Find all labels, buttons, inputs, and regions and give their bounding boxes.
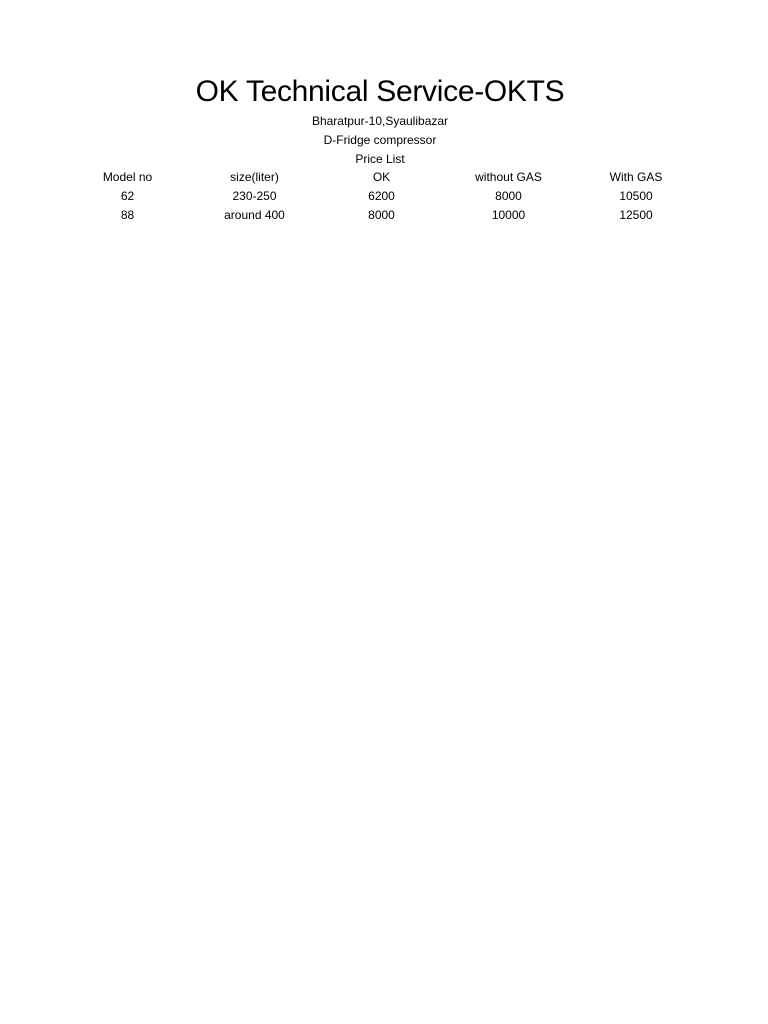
header-model-no: Model no <box>102 170 153 184</box>
table-row <box>64 206 700 225</box>
model-no-cell: 88 <box>120 208 135 222</box>
with-gas-price-cell: 10500 <box>619 189 653 203</box>
ok-price-cell: 8000 <box>368 208 395 222</box>
price-table <box>64 168 700 225</box>
model-no-cell: 62 <box>120 189 135 203</box>
with-gas-price-cell: 12500 <box>619 208 653 222</box>
size-cell: around 400 <box>224 208 285 222</box>
document-title: OK Technical Service-OKTS <box>195 75 565 108</box>
product-line: D-Fridge compressor <box>323 133 437 147</box>
ok-price-cell: 6200 <box>368 189 395 203</box>
price-list-heading: Price List <box>355 152 405 166</box>
header-size-liter: size(liter) <box>230 170 279 184</box>
header-without-gas: without GAS <box>475 170 542 184</box>
without-gas-price-cell: 8000 <box>495 189 522 203</box>
header-with-gas: With GAS <box>609 170 663 184</box>
address-line: Bharatpur-10,Syaulibazar <box>311 114 449 128</box>
table-header-row <box>64 168 700 187</box>
header-ok: OK <box>372 170 391 184</box>
size-cell: 230-250 <box>232 189 277 203</box>
table-row <box>64 187 700 206</box>
without-gas-price-cell: 10000 <box>491 208 526 222</box>
